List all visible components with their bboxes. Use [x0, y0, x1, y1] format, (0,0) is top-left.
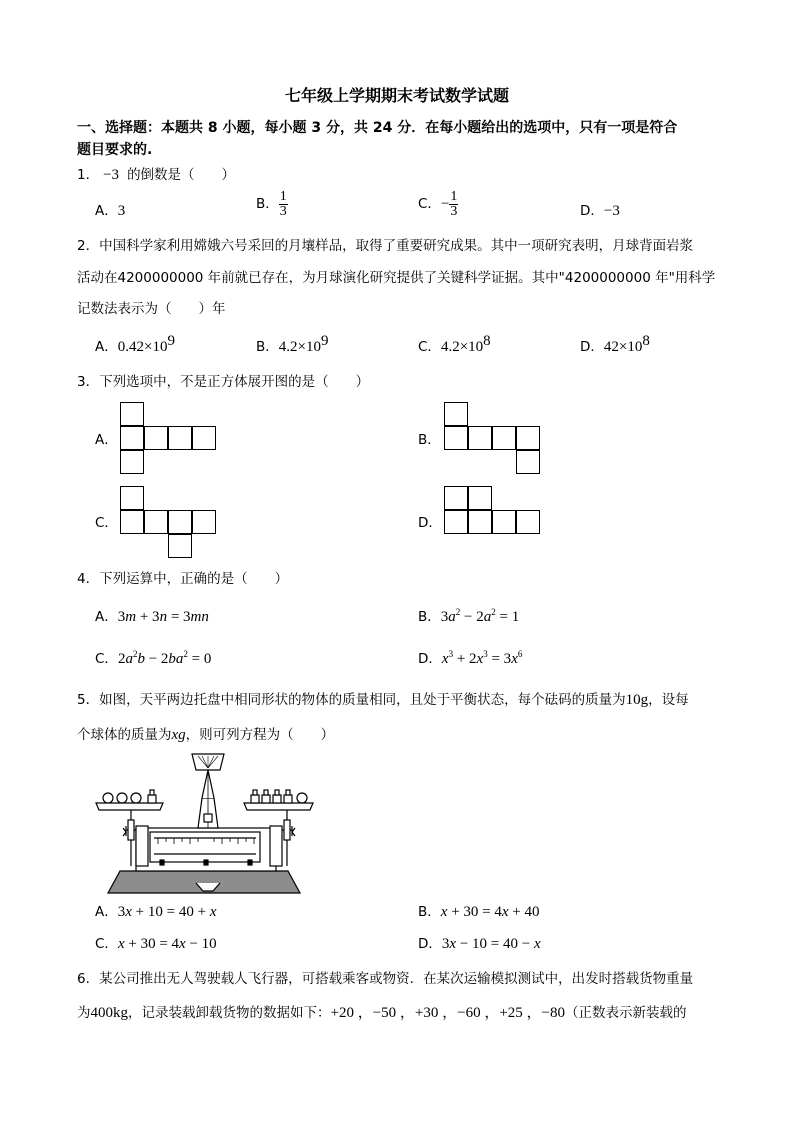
q4-stem: 4．下列运算中，正确的是（ ） [77, 571, 289, 587]
balance-scale-figure [88, 748, 318, 898]
q5-option-c[interactable]: C．x + 30 = 4x − 10 [95, 936, 217, 952]
q5-option-a[interactable]: A．3x + 10 = 40 + x [95, 904, 217, 920]
q1-option-a[interactable]: A．3 [95, 203, 126, 219]
q4-option-a[interactable]: A．3m + 3n = 3mn [95, 609, 209, 625]
q5-stem-line2: 个球体的质量为xg，则可列方程为（ ） [77, 727, 335, 743]
q4-option-b[interactable]: B．$3a^2 - 2a^2 = 1$ [418, 607, 520, 625]
section-heading-line2: 题目要求的. [77, 142, 153, 158]
q1-stem: 1． −3 的倒数是（ ） [77, 167, 236, 183]
q2-option-a[interactable]: A．$0.42\times 10^9$ [95, 333, 175, 355]
q6-stem-line1: 6．某公司推出无人驾驶载人飞行器，可搭载乘客或物资．在某次运输模拟测试中，出发时搭载货物重量 [77, 971, 694, 987]
q5-option-b[interactable]: B．x + 30 = 4x + 40 [418, 904, 540, 920]
q1-option-b[interactable]: B． $\frac{1}{3}$ [256, 189, 287, 219]
q5-option-d[interactable]: D．3x − 10 = 40 − x [418, 936, 541, 952]
q4-option-d[interactable]: D．$x^3 + 2x^3 = 3x^6$ [418, 649, 523, 667]
q3-stem: 3．下列选项中，不是正方体展开图的是（ ） [77, 374, 370, 390]
q1-option-d[interactable]: D．−3 [580, 203, 620, 219]
fraction-one-third: $\frac{1}{3}$ [450, 189, 458, 219]
q2-stem-line2: 活动在4200000000 年前就已存在，为月球演化研究提供了关键科学证据。其中"4200000000 年"用科学 [77, 270, 716, 286]
q3-option-b-label[interactable]: B． [418, 432, 441, 448]
q2-option-d[interactable]: D．$42\times 10^8$ [580, 333, 650, 355]
q1-option-c[interactable]: C．− $\frac{1}{3}$ [418, 189, 458, 219]
q2-stem-line3: 记数法表示为（ ）年 [77, 301, 226, 317]
q6-stem-line2: 为400kg，记录装载卸载货物的数据如下：+20 ，−50 ，+30 ，−60 ，+25 ，−80（正数表示新装载的 [77, 1005, 687, 1021]
fraction-one-third: $\frac{1}{3}$ [279, 189, 287, 219]
q3-option-d-label[interactable]: D． [418, 515, 442, 531]
page-title: 七年级上学期期末考试数学试题 [284, 86, 509, 105]
q2-option-b[interactable]: B．$4.2\times 10^9$ [256, 333, 329, 355]
q4-option-c[interactable]: C．$2a^2b - 2ba^2 = 0$ [95, 649, 212, 667]
q3-option-c-label[interactable]: C． [95, 515, 118, 531]
q5-stem-line1: 5．如图，天平两边托盘中相同形状的物体的质量相同，且处于平衡状态，每个砝码的质量为10g，设每 [77, 692, 689, 708]
q3-option-a-label[interactable]: A． [95, 432, 118, 448]
section-heading-line1: 一、选择题：本题共 8 小题，每小题 3 分，共 24 分．在每小题给出的选项中，只有一项是符合 [77, 120, 678, 136]
q2-stem-line1: 2．中国科学家利用嫦娥六号采回的月壤样品，取得了重要研究成果。其中一项研究表明，月球背面岩浆 [77, 238, 694, 254]
q2-option-c[interactable]: C．$4.2\times 10^8$ [418, 333, 491, 355]
